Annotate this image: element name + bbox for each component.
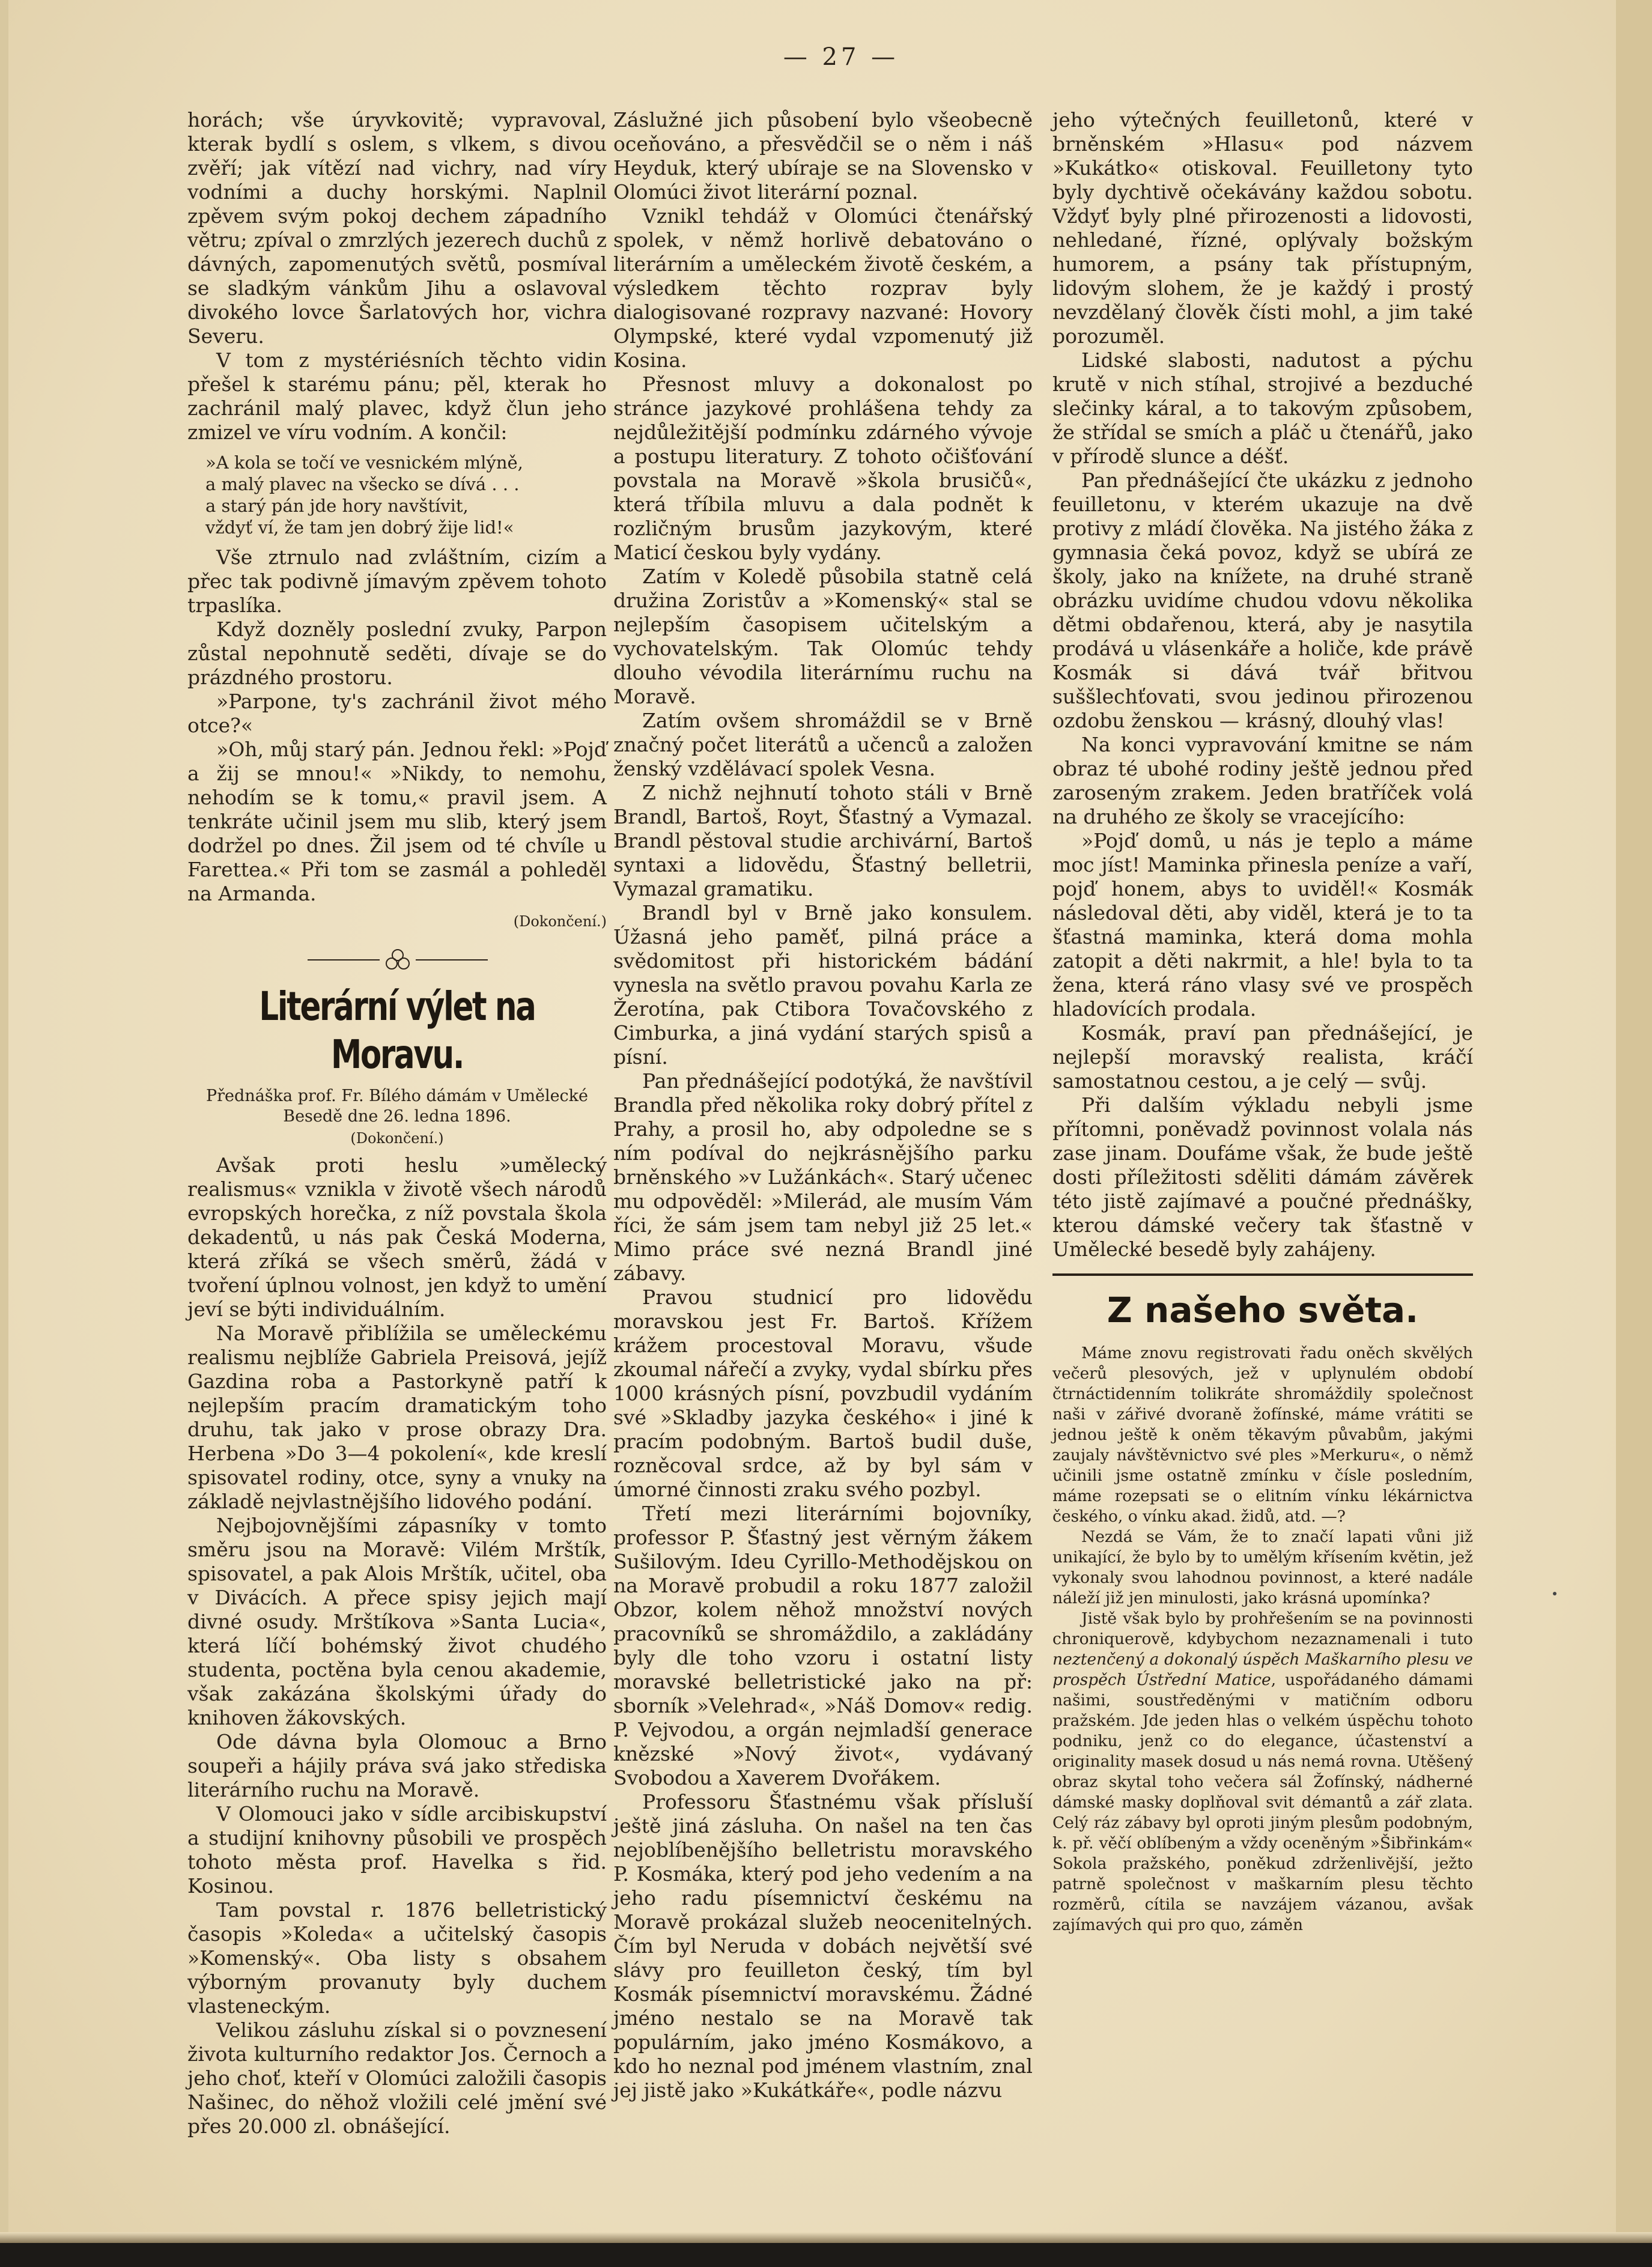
paragraph: Pan přednášející podotýká, že navštívil Brandla před několika roky dobrý přítel z Prahy, a prosil ho, aby odpoledne se s ním podíval do nejkrásnějšího parku brněnského »v Lužánkách«. Starý učenec mu odpověděl: »Milerád, ale musím Vám říci, že sám jsem tam nebyl již 25 let.« Mimo práce své nezná Brandl jiné zábavy. [613,1069,1033,1285]
verse-line: vždyť ví, že tam jen dobrý žije lid!« [205,517,514,538]
verse-line: a malý plavec na všecko se dívá . . . [205,474,520,494]
paragraph: Tam povstal r. 1876 belletristický časopis »Koleda« a učitelský časopis »Komenský«. Oba listy s obsahem výborným provanuty byly duchem vlasteneckým. [187,1898,607,2018]
section-title: Z našeho světa. [1107,1290,1419,1331]
paragraph: Na konci vypravování kmitne se nám obraz té ubohé rodiny ještě jednou před zaroseným zrakem. Jeden bratříček volá na druhého ze školy se vracejícího: [1052,733,1473,828]
paragraph: Lidské slabosti, nadutost a pýchu krutě v nich stíhal, strojivé a bezduché slečinky káral, a to takovým způsobem, že střídal se smích a pláč u čtenářů, jako v přírodě slunce a déšť. [1052,348,1473,468]
page-edge-right [1616,0,1652,2267]
verse-line: a starý pán jde hory navštívit, [205,496,469,516]
byline-note: (Dokončení.) [350,1130,444,1147]
paragraph: Pravou studnicí pro lidovědu moravskou jest Fr. Bartoš. Křížem krážem procestoval Moravu, všude zkoumal nářečí a zvyky, vydal sbírku přes 1000 krásných písní, povzbudil vydáním své »Skladby jazyka českého« i jiné k pracím podobným. Bartoš budil duše, rozněcoval srdce, až by byl sám v úmorné činnosti zraku svého pozbyl. [613,1285,1033,1501]
ornament-icon [290,945,506,974]
paragraph: Přesnost mluvy a dokonalost po stránce jazykové prohlášena tehdy za nejdůležitější podmínku zdárného vývoje a postupu literatury. Z tohoto očišťování povstala na Moravě »škola brusičů«, která tříbila mluvu a dala podnět k rozličným brusům jazykovým, které Maticí českou byly vydány. [613,372,1033,564]
paragraph: Kosmák, praví pan přednášející, je nejlepší moravský realista, kráčí samostatnou cestou, a je celý — svůj. [1052,1021,1473,1093]
verse [205,452,607,538]
column-1 [187,108,607,2138]
paragraph: Vznikl tehdáž v Olomúci čtenářský spolek, v němž horlivě debatováno o literárním a uměleckém životě českém, a výsledkem těchto rozprav byly dialogisované rozpravy nazvané: Hovory Olympské, které vydal vzpomenutý již Kosina. [613,204,1033,372]
page-edge-left [0,0,8,2267]
paragraph: »Pojď domů, u nás je teplo a máme moc jíst! Maminka přinesla peníze a vaří, pojď honem, abys to uviděl!« Kosmák následoval děti, aby viděl, která je to ta šťastná maminka, která doma mohla zatopit a děti nakrmit, a hle! byla to ta žena, která ráno vlasy své ve prospěch hladovících prodala. [1052,829,1473,1021]
paragraph: »Oh, můj starý pán. Jednou řekl: »Pojď a žij se mnou!« »Nikdy, to nemohu, nehodím se k tomu,« pravil jsem. A tenkráte učinil jsem mu slib, který jsem dodržel po dnes. Žil jsem od té chvíle u Farettea.« Při tom se zasmál a pohleděl na Armanda. [187,738,607,905]
paragraph: V tom z mystériésních těchto vidin přešel k starému pánu; pěl, kterak ho zachránil malý plavec, když člun jeho zmizel ve víru vodním. A končil: [187,348,607,444]
page-edge-bottom [0,2243,1652,2267]
emphasis-text: neztenčený a dokonalý úspěch Maškarního plesu ve prospěch Ústřední Matice [1052,1650,1473,1689]
section-body [1052,1343,1473,1935]
paragraph-text: Jistě však bylo by prohřešením se na povinnosti chroniquerově, kdybychom nezaznamenali i tuto [1052,1609,1473,1648]
paragraph: Nejbojovnějšími zápasníky v tomto směru jsou na Moravě: Vilém Mrštík, spisovatel, a pak Alois Mrštík, učitel, oba v Divácích. A přece spisy jejich mají divné osudy. Mrštíkova »Santa Lucia«, která líčí bohémský život chudého studenta, poctěna byla cenou akademie, však zakázána školskými úřady do knihoven žákovských. [187,1514,607,1729]
paragraph: Když dozněly poslední zvuky, Parpon zůstal nepohnutě seděti, dívaje se do prázdného prostoru. [187,618,607,689]
verse-line: »A kola se točí ve vesnickém mlýně, [205,452,523,473]
paragraph: Nezdá se Vám, že to značí lapati vůni již unikající, že bylo by to umělým křísením květin, jež vykonaly svou lahodnou povinnost, a které nadále náleží již jen minulosti, jako krásná upomínka? [1052,1528,1473,1607]
paragraph: horách; vše úryvkovitě; vypravoval, kterak bydlí s oslem, s vlkem, s divou zvěří; jak vítězí nad vichry, nad víry vodními a duchy horskými. Naplnil zpěvem svým pokoj dechem západního větru; zpíval o zmrzlých jezerech duchů z dávných, zapomenutých světů, posmíval se sladkým vánkům Jihu a oslavoval divokého lovce Šarlatových hor, vichra Severu. [187,108,607,348]
paragraph: Velikou zásluhu získal si o povznesení života kulturního redaktor Jos. Černoch a jeho choť, kteří v Olomúci založili časopis Našinec, do něhož vložili celé jmění své přes 20.000 zl. obnášející. [187,2018,607,2138]
paragraph: Při dalším výkladu nebyli jsme přítomni, poněvadž povinnost volala nás zase jinam. Doufáme však, že bude ještě dosti příležitosti sděliti dámám závěrek této jistě zajímavé a poučné přednášky, kterou dámské večery tak šťastně v Umělecké besedě byly zahájeny. [1052,1093,1473,1261]
paragraph [1052,1609,1473,1935]
ink-speck [1553,1592,1556,1595]
column-2 [613,108,1033,2102]
section-divider [1052,1273,1473,1276]
paragraph: Brandl byl v Brně jako konsulem. Úžasná jeho paměť, pilná práce a svědomitost při historickém bádání vynesla na světlo pravou povahu Karla ze Žerotína, pak Ctibora Tovačovského z Cimburka, a jiná vydání starých spisů a písní. [613,901,1033,1069]
paragraph: Ode dávna byla Olomouc a Brno soupeři a hájily práva svá jako střediska literárního ruchu na Moravě. [187,1730,607,1801]
column-3 [1052,108,1473,1935]
paragraph: jeho výtečných feuilletonů, které v brněnském »Hlasu« pod názvem »Kukátko« otiskoval. Feuilletony tyto byly dychtivě očekávány každou sobotu. Vždyť byly plné přirozenosti a lidovosti, nehledané, řízné, oplývaly božským humorem, a psány tak přístupným, lidovým slohem, že je každý i prostý nevzdělaný člověk čísti mohl, a jim také porozuměl. [1052,108,1473,348]
paragraph: »Parpone, ty's zachránil život mého otce?« [187,690,607,737]
paragraph: V Olomouci jako v sídle arcibiskupství a studijní knihovny působili ve prospěch tohoto města prof. Havelka s řid. Kosinou. [187,1802,607,1898]
ornament-divider [187,942,607,978]
paragraph: Třetí mezi literárními bojovníky, professor P. Šťastný jest věrným žákem Sušilovým. Ideu Cyrillo-Methodějskou on na Moravě probudil a roku 1877 založil Obzor, kolem něhož množství nových pracovníků se shromáždilo, a zakládány byly dle toho vzoru i ostatní listy moravské belletristické jako na př: sborník »Velehrad«, »Náš Domov« redig. P. Vejvodou, a orgán nejmladší generace knězské »Nový život«, vydávaný Svobodou a Xaverem Dvořákem. [613,1502,1033,1789]
paragraph: Zatím v Koledě působila statně celá družina Zoristův a »Komenský« stal se nejlepším časopisem učitelským a vychovatelským. Tak Olomúc tehdy dlouho vévodila literárnímu ruchu na Moravě. [613,565,1033,708]
page-number: — 27 — [783,43,899,71]
paragraph: Pan přednášející čte ukázku z jednoho feuilletonu, v kterém ukazuje na dvě protivy z mládí člověka. Na jistého žáka z gymnasia čeká povoz, když se ubírá ze školy, jako na knížete, na druhé straně obrázku uvidíme chudou vdovu několika dětmi obdařenou, která, aby je nasytila prodává u vlásenkáře a holiče, kde právě Kosmák si dává tvář břitvou suššlechťovati, svou jedinou přirozenou ozdobu ženskou — krásný, dlouhý vlas! [1052,469,1473,732]
paragraph: Professoru Šťastnému však přísluší ještě jiná zásluha. On našel na ten čas nejoblíbenějšího belletristu moravského P. Kosmáka, který pod jeho vedením a na jeho radu písemnictví českému na Moravě prokázal služeb neocenitelných. Čím byl Neruda v dobách největší své slávy pro feuilleton český, tím byl Kosmák písemnictví moravskému. Žádné jméno nestalo se na Moravě tak populárním, jako jméno Kosmákovo, a kdo ho neznal pod jménem vlastním, znal jej jistě jako »Kukátkáře«, podle názvu [613,1790,1033,2102]
article-title: Literární výlet na Moravu. [259,983,535,1078]
page-bottom-shadow [0,2232,1652,2243]
paragraph: Na Moravě přiblížila se uměleckému realismu nejblíže Gabriela Preisová, jejíž Gazdina roba a Pastorkyně patří k nejlepším pracím dramatickým toho druhu, tak jako v prose obrazy Dra. Herbena »Do 3—4 pokolení«, kde kreslí spisovatel rodiny, otce, syny a vnuky na základě nejvlastnějšího lidového podání. [187,1322,607,1513]
paragraph: Z nichž nejhnutí tohoto stáli v Brně Brandl, Bartoš, Royt, Šťastný a Vymazal. Brandl pěstoval studie archivární, Bartoš syntaxi a lidovědu, Šťastný belletrii, Vymazal gramatiku. [613,781,1033,900]
paragraph: Vše ztrnulo nad zvláštním, cizím a přec tak podivně jímavým zpěvem tohoto trpaslíka. [187,545,607,617]
paragraph: Avšak proti heslu »umělecký realismus« vznikla v životě všech národů evropských horečka, z níž povstala škola dekadentů, u nás pak Česká Moderna, která zříká se všech směrů, žádá v tvoření úplnou volnost, jen když to umění jeví se býti individuálním. [187,1153,607,1321]
continued-note: (Dokončení.) [513,913,607,930]
byline: Přednáška prof. Fr. Bílého dámám v Umělecké Besedě dne 26. ledna 1896. [205,1087,589,1126]
paragraph: Záslužné jich působení bylo všeobecně oceňováno, a přesvědčil se o něm i náš Heyduk, který ubíraje se na Slovensko v Olomúci život literární poznal. [613,108,1033,204]
paragraph: Máme znovu registrovati řadu oněch skvělých večerů plesových, jež v uplynulém období čtrnáctidenním tolikráte shromáždily společnost naši v zářivé dvoraně žofínské, máme vrátiti se jednou ještě k oněm těkavým půvabům, jakými zaujaly návštěvnictvo své ples »Merkuru«, o němž učinili jsme ostatně zmínku v čísle posledním, máme rozepsati se o elitním vínku lékárnictva českého, o vínku akad. židů, atd. —? [1052,1344,1473,1526]
paragraph: Zatím ovšem shromáždil se v Brně značný počet literátů a učenců a založen ženský vzdělávací spolek Vesna. [613,709,1033,780]
paragraph-text: , uspořádaného dámami našimi, soustředěnými v matičním odboru pražském. Jde jeden hlas o velkém úspěchu tohoto podniku, jenž co do elegance, účastenství a originality masek dosud u nás nemá rovna. Utěšený obraz skytal toho večera sál Žofínský, nádherné dámské masky doplňoval svit démantů a zář zlata. Celý ráz zábavy byl oproti jiným plesům podobným, k. př. věčí oblíbeným a vždy oceněným »Šibřinkám« Sokola pražského, poněkud zdrženlivější, ježto patrně společnost v maškarním plesu těchto rozměrů, cítila se navzájem vázanou, avšak zajímavých qui pro quo, záměn [1052,1671,1474,1934]
